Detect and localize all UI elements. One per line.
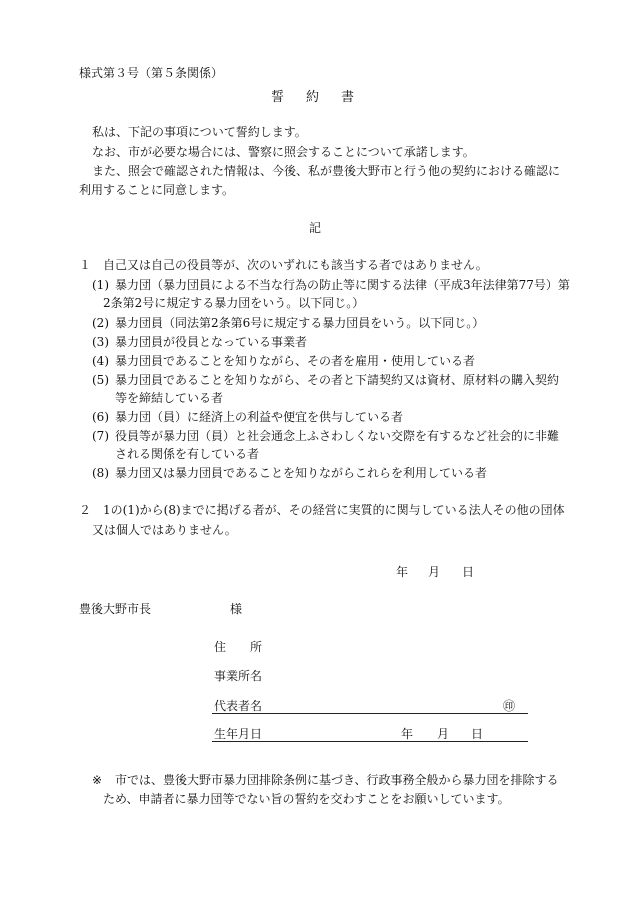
addressee-name: 豊後大野市長 <box>79 602 152 616</box>
item-8-line-1: 暴力団又は暴力団員であることを知りながらこれらを利用している者 <box>115 466 488 480</box>
intro-line-4: 利用することに同意します。 <box>79 183 235 197</box>
representative-label: 代表者名 <box>214 699 263 713</box>
intro-line-3: また、照会で確認された情報は、今後、私が豊後大野市と行う他の契約における確認に <box>92 164 561 178</box>
business-name-label: 事業所名 <box>214 669 263 683</box>
section2-line-2: 又は個人ではありません。 <box>92 523 237 537</box>
intro-line-2: なお、市が必要な場合には、警察に照会することについて承諾します。 <box>92 145 475 159</box>
item-4-number: (4) <box>92 354 109 368</box>
item-1-line-2: 2条第2号に規定する暴力団をいう。以下同じ。） <box>103 296 365 310</box>
form-number: 様式第３号（第５条関係） <box>79 66 224 80</box>
section2-number: ２ <box>79 503 92 517</box>
section1-heading: 自己又は自己の役員等が、次のいずれにも該当する者ではありません。 <box>103 258 488 272</box>
item-6-line-1: 暴力団（員）に経済上の利益や便宜を供与している者 <box>115 410 404 424</box>
item-4-line-1: 暴力団員であることを知りながら、その者を雇用・使用している者 <box>115 354 476 368</box>
section2-line-1: 1の(1)から(8)までに掲げる者が、その経営に実質的に関与している法人その他の団体 <box>103 503 565 517</box>
note-mark: ※ <box>92 773 103 787</box>
item-5-number: (5) <box>92 373 109 387</box>
representative-underline <box>212 713 528 714</box>
address-label: 住 所 <box>214 640 263 654</box>
item-3-line-1: 暴力団員が役員となっている事業者 <box>115 335 308 349</box>
birthdate-underline <box>212 741 528 742</box>
note-line-1: 市では、豊後大野市暴力団排除条例に基づき、行政事務全般から暴力団を排除する <box>115 773 559 787</box>
item-7-line-2: される関係を有している者 <box>115 447 260 461</box>
date-month-label: 月 <box>428 565 441 579</box>
title-char-3: 書 <box>341 90 355 105</box>
item-5-line-2: 等を締結している者 <box>115 391 224 405</box>
item-3-number: (3) <box>92 335 109 349</box>
item-2-line-1: 暴力団員（同法第2条第6号に規定する暴力団員をいう。以下同じ。） <box>115 316 485 330</box>
item-7-line-1: 役員等が暴力団（員）と社会通念上ふさわしくない交際を有するなど社会的に非難 <box>115 429 560 443</box>
item-2-number: (2) <box>92 316 109 330</box>
title-char-2: 約 <box>306 90 320 105</box>
seal-mark: ㊞ <box>503 699 516 713</box>
birthdate-label: 生年月日 <box>214 727 263 741</box>
item-8-number: (8) <box>92 466 109 480</box>
item-1-line-1: 暴力団（暴力団員による不当な行為の防止等に関する法律（平成3年法律第77号）第 <box>115 278 570 292</box>
title-char-1: 誓 <box>271 90 285 105</box>
date-year-label: 年 <box>396 565 409 579</box>
birth-year-label: 年 <box>401 727 414 741</box>
item-6-number: (6) <box>92 410 109 424</box>
date-day-label: 日 <box>462 565 475 579</box>
note-line-2: ため、申請者に暴力団等でない旨の誓約を交わすことをお願いしています。 <box>103 792 510 806</box>
item-5-line-1: 暴力団員であることを知りながら、その者と下請契約又は資材、原材料の購入契約 <box>115 373 560 387</box>
item-1-number: (1) <box>92 278 109 292</box>
intro-line-1: 私は、下記の事項について誓約します。 <box>92 125 307 139</box>
item-7-number: (7) <box>92 429 109 443</box>
birth-day-label: 日 <box>471 727 484 741</box>
birth-month-label: 月 <box>437 727 450 741</box>
ki-heading: 記 <box>309 221 322 235</box>
section1-number: １ <box>79 258 92 272</box>
addressee-honorific: 様 <box>230 602 243 616</box>
